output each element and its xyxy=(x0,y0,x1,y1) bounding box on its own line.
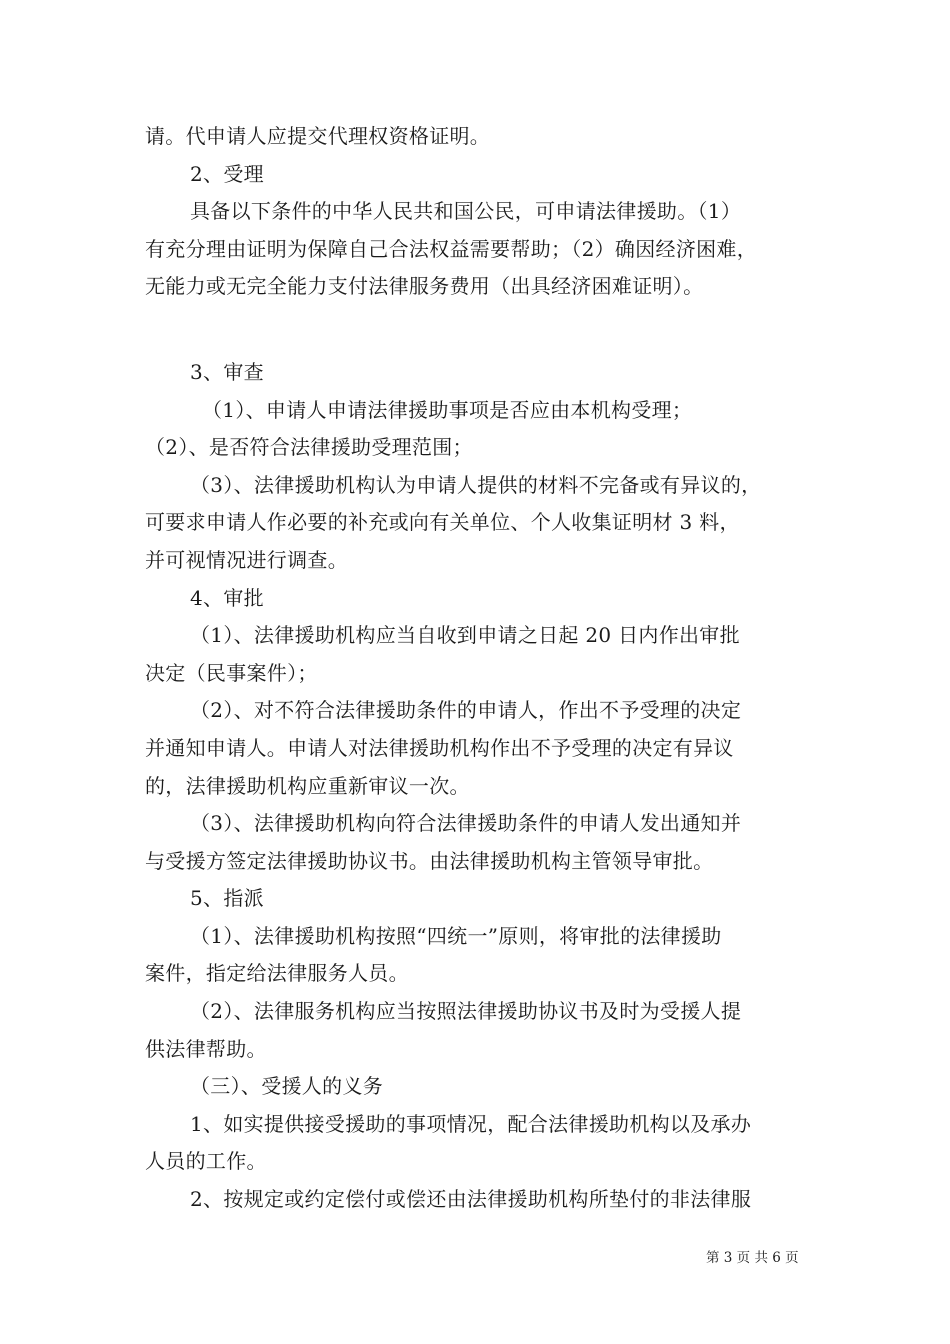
page-number-footer: 第 3 页 共 6 页 xyxy=(706,1250,799,1266)
text-line: （2）、对不符合法律援助条件的申请人，作出不予受理的决定 xyxy=(190,698,742,723)
text-line: 5、指派 xyxy=(190,886,264,911)
text-line: （1）、法律援助机构应当自收到申请之日起 20 日内作出审批 xyxy=(190,623,740,648)
text-line: 与受援方签定法律援助协议书。由法律援助机构主管领导审批。 xyxy=(145,848,714,873)
text-line: 供法律帮助。 xyxy=(145,1036,267,1061)
text-line: 可要求申请人作必要的补充或向有关单位、个人收集证明材 3 料， xyxy=(145,510,740,535)
text-line: 4、审批 xyxy=(190,585,264,610)
text-block-top xyxy=(145,118,817,306)
text-line: 无能力或无完全能力支付法律服务费用（出具经济困难证明）。 xyxy=(145,274,704,299)
text-line: 人员的工作。 xyxy=(145,1149,267,1174)
text-line: 有充分理由证明为保障自己合法权益需要帮助；（2）确因经济困难， xyxy=(145,236,758,261)
text-line: 具备以下条件的中华人民共和国公民，可申请法律援助。（1） xyxy=(190,199,742,224)
text-line: 请。代申请人应提交代理权资格证明。 xyxy=(145,124,491,148)
text-line: （1）、申请人申请法律援助事项是否应由本机构受理； xyxy=(202,397,693,422)
text-line: 2、受理 xyxy=(190,161,264,186)
text-line: 并可视情况进行调查。 xyxy=(145,547,348,572)
text-line: 1、如实提供接受援助的事项情况，配合法律援助机构以及承办 xyxy=(190,1111,752,1136)
document-body xyxy=(145,118,817,1219)
text-line: 2、按规定或约定偿付或偿还由法律援助机构所垫付的非法律服 xyxy=(190,1187,752,1212)
text-line: 案件，指定给法律服务人员。 xyxy=(145,961,409,986)
text-line: （3）、法律援助机构向符合法律援助条件的申请人发出通知并 xyxy=(190,811,742,836)
text-line: 的，法律援助机构应重新审议一次。 xyxy=(145,773,470,798)
text-line: 3、审查 xyxy=(190,359,264,384)
paragraph-gap xyxy=(145,306,817,354)
text-line: （2）、法律服务机构应当按照法律援助协议书及时为受援人提 xyxy=(190,999,742,1024)
text-line: （1）、法律援助机构按照“四统一”原则，将审批的法律援助 xyxy=(190,923,722,948)
text-line: （2）、是否符合法律援助受理范围； xyxy=(145,435,473,460)
text-line: 并通知申请人。申请人对法律援助机构作出不予受理的决定有异议 xyxy=(145,735,734,760)
text-block-bottom xyxy=(145,354,817,1219)
text-line: 决定（民事案件）； xyxy=(145,660,318,685)
text-line: （三）、受援人的义务 xyxy=(190,1074,383,1099)
text-line: （3）、法律援助机构认为申请人提供的材料不完备或有异议的， xyxy=(190,472,762,497)
